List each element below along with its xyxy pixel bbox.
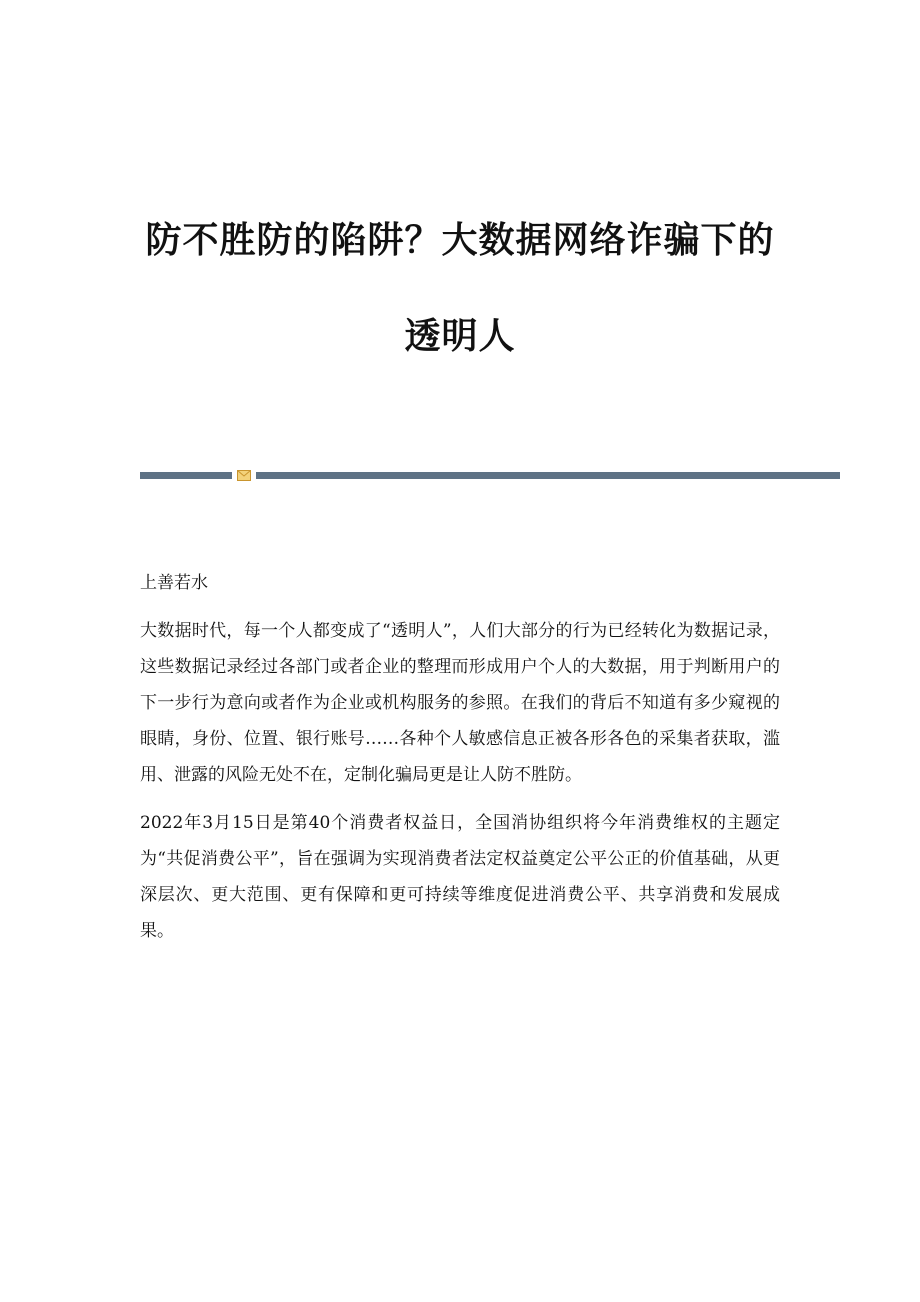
divider-bar-left [140,472,232,479]
author-name: 上善若水 [140,573,208,593]
title-divider [140,470,840,480]
paragraph-1: 大数据时代，每一个人都变成了“透明人”，人们大部分的行为已经转化为数据记录，这些数据记录经过各部门或者企业的整理而形成用户个人的大数据，用于判断用户的下一步行为意向或者作为企业或机构服务的参照。在我们的背后不知道有多少窥视的眼睛，身份、位置、银行账号……各种个人敏感信息正被各形各色的采集者获取，滥用、泄露的风险无处不在，定制化骗局更是让人防不胜防。 [140,621,780,785]
divider-bar-right [256,472,840,479]
page-title-line-1: 防不胜防的陷阱？大数据网络诈骗下的 [145,219,775,261]
page-title-line-2: 透明人 [404,315,516,357]
article-body [140,565,780,961]
paragraph-2: 2022年3月15日是第40个消费者权益日，全国消协组织将今年消费维权的主题定为“共促消费公平”，旨在强调为实现消费者法定权益奠定公平公正的价值基础，从更深层次、更大范围、更有保障和更可持续等维度促进消费公平、共享消费和发展成果。 [140,813,780,941]
envelope-ornament-icon [237,470,251,481]
